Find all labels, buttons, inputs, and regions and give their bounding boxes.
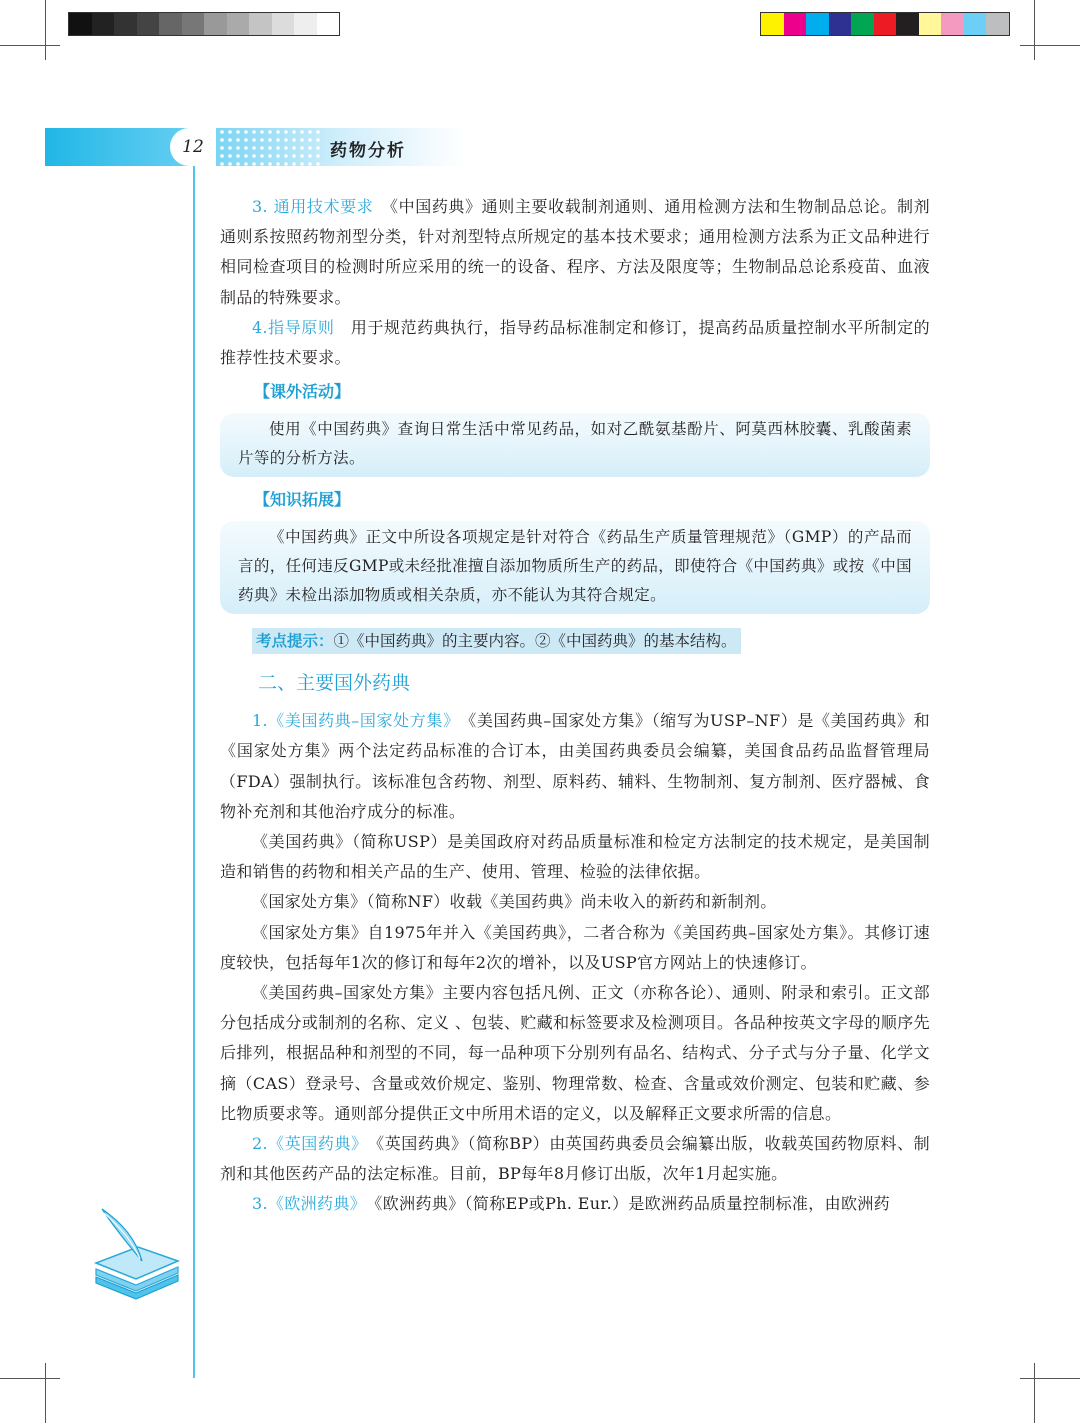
paragraph-text: 《国家处方集》（简称NF）收载《美国药典》尚未收入的新药和新制剂。 — [252, 892, 777, 912]
paragraph-text: 《美国药典–国家处方集》主要内容包括凡例、正文（亦称各论）、通则、附录和索引。正文部分包括成分或制剂的名称、定义 、包装、贮藏和标签要求及检测项目。各品种按英文字母的顺序先后排列，根据品种和剂型的不同，每一品种项下分别列有品名、结构式、分子式与分子量、化学文摘（CAS）登录号、含量或效价规定、鉴别、物理常数、检查、含量或效价测定、包装和贮藏、参比物质要求等。通则部分提供正文中所用术语的定义，以及解释正文要求所需的信息。 — [220, 983, 930, 1123]
paragraph-text: 《美国药典》（简称USP）是美国政府对药品质量标准和检定方法制定的技术规定，是美国制造和销售的药物和相关产品的生产、使用、管理、检验的法律依据。 — [220, 832, 930, 882]
crop-mark — [1020, 45, 1080, 46]
paragraph-lead: 1.《美国药典–国家处方集》 — [252, 711, 452, 731]
color-calibration-bar — [760, 12, 1010, 36]
paragraph — [220, 706, 930, 827]
paragraph-lead: 3. 通用技术要求 — [252, 197, 374, 216]
crop-mark — [0, 45, 60, 46]
activity-box — [220, 413, 930, 477]
knowledge-box — [220, 521, 930, 614]
paragraph — [220, 918, 930, 978]
paragraph-lead: 3.《欧洲药典》 — [252, 1194, 359, 1214]
paragraph — [220, 978, 930, 1129]
book-quill-icon — [92, 1205, 182, 1305]
book-title: 药物分析 — [330, 141, 406, 161]
crop-mark — [0, 1378, 60, 1379]
paragraph-text: 《国家处方集》自1975年并入《美国药典》，二者合称为《美国药典–国家处方集》。其修订速度较快，包括每年1次的修订和每年2次的增补，以及USP官方网站上的快速修订。 — [220, 922, 930, 972]
paragraph — [220, 313, 930, 373]
section-heading: 二、主要国外药典 — [258, 672, 411, 695]
grayscale-calibration-bar — [68, 12, 340, 36]
paragraph — [220, 1189, 930, 1219]
exam-tip — [252, 628, 741, 654]
activity-heading: 【课外活动】 — [254, 382, 351, 402]
crop-mark — [45, 0, 46, 60]
paragraph-text: 用于规范药典执行，指导药品标准制定和修订，提高药品质量控制水平所制定的推荐性技术要求。 — [220, 317, 930, 368]
paragraph-text: 《英国药典》（简称BP）由英国药典委员会编纂出版，收载英国药物原料、制剂和其他医药产品的法定标准。目前，BP每年8月修订出版，次年1月起实施。 — [220, 1134, 930, 1184]
paragraph — [220, 887, 930, 917]
crop-mark — [1020, 1378, 1080, 1379]
paragraph-text: 《中国药典》通则主要收载制剂通则、通用检测方法和生物制品总论。制剂通则系按照药物剂型分类，针对剂型特点所规定的基本技术要求；通用检测方法系为正文品种进行相同检查项目的检测时所应采用的统一的设备、程序、方法及限度等；生物制品总论系疫苗、血液制品的特殊要求。 — [220, 197, 930, 307]
paragraph-lead: 2.《英国药典》 — [252, 1134, 360, 1154]
paragraph-text: 《美国药典–国家处方集》（缩写为USP–NF）是《美国药典》和《国家处方集》两个法定药品标准的合订本，由美国药典委员会编纂，美国食品药品监督管理局（FDA）强制执行。该标准包含药物、剂型、原料药、辅料、生物制剂、复方制剂、医疗器械、食物补充剂和其他治疗成分的标准。 — [220, 711, 930, 821]
paragraph-lead: 4.指导原则 — [252, 317, 335, 337]
knowledge-heading: 【知识拓展】 — [254, 490, 351, 510]
page-content — [220, 192, 930, 1220]
margin-rule — [193, 166, 195, 1378]
paragraph — [220, 1129, 930, 1189]
exam-tip-label: 考点提示： — [256, 632, 334, 651]
crop-mark — [45, 1363, 46, 1423]
activity-text: 使用《中国药典》查询日常生活中常见药品，如对乙酰氨基酚片、阿莫西林胶囊、乳酸菌素片等的分析方法。 — [238, 420, 912, 468]
crop-mark — [1034, 1363, 1035, 1423]
paragraph — [220, 827, 930, 887]
knowledge-text: 《中国药典》正文中所设各项规定是针对符合《药品生产质量管理规范》（GMP）的产品而言的，任何违反GMP或未经批准擅自添加物质所生产的药品，即使符合《中国药典》或按《中国药典》未检出添加物质或相关杂质，亦不能认为其符合规定。 — [238, 528, 912, 605]
paragraph — [220, 192, 930, 313]
page-number: 12 — [170, 128, 216, 166]
header-dot-pattern — [210, 128, 320, 166]
exam-tip-text: ①《中国药典》的主要内容。②《中国药典》的基本结构。 — [333, 632, 737, 651]
crop-mark — [1034, 0, 1035, 60]
paragraph-text: 《欧洲药典》（简称EP或Ph. Eur.）是欧洲药品质量控制标准，由欧洲药 — [358, 1194, 891, 1214]
